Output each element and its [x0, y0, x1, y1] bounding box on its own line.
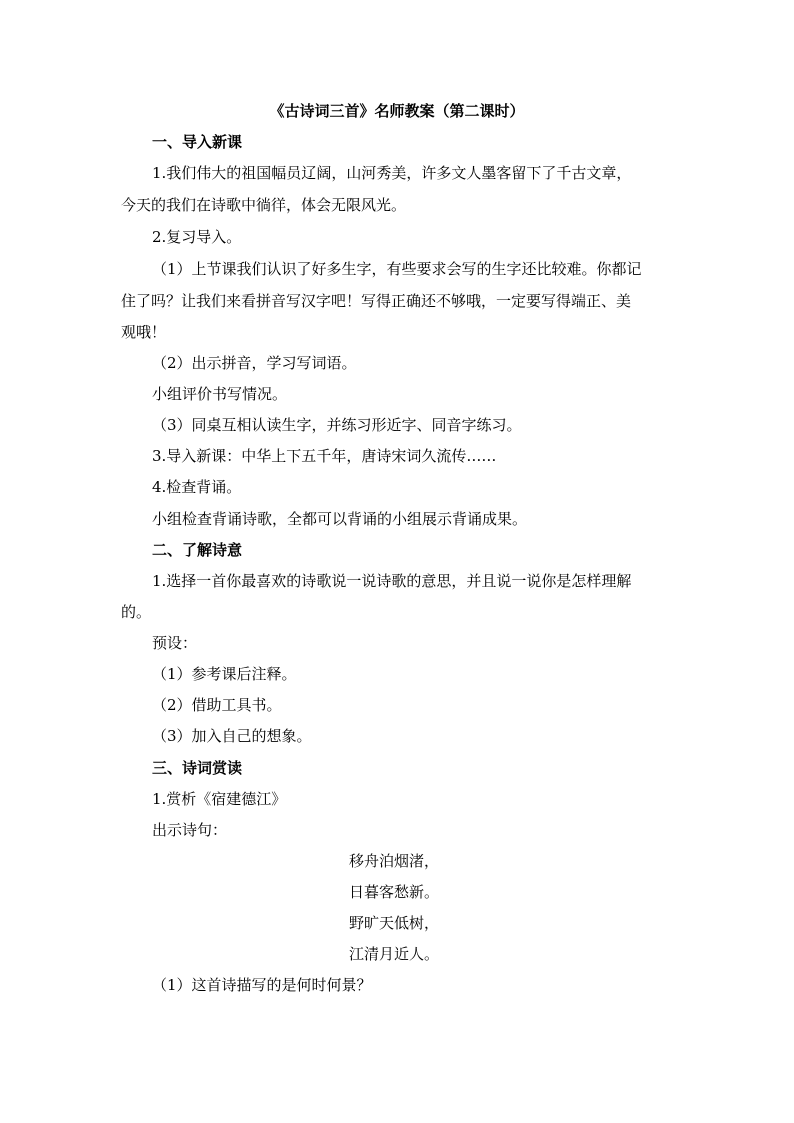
paragraph-continuation: 观哦！ [121, 323, 167, 341]
paragraph: 预设： [152, 634, 198, 652]
paragraph: 出示诗句： [152, 821, 228, 839]
paragraph: （3）加入自己的想象。 [152, 727, 312, 745]
paragraph-continuation: 的。 [121, 603, 152, 621]
question: （1）这首诗描写的是何时何景？ [152, 976, 372, 994]
paragraph: 4.检查背诵。 [152, 478, 242, 496]
paragraph: 小组评价书写情况。 [152, 385, 288, 403]
paragraph-continuation: 今天的我们在诗歌中徜徉，体会无限风光。 [121, 196, 407, 214]
paragraph: （2）借助工具书。 [152, 696, 282, 714]
paragraph: 1.我们伟大的祖国幅员辽阔，山河秀美，许多文人墨客留下了千古文章， [152, 164, 632, 182]
paragraph: 1.赏析《宿建德江》 [152, 790, 287, 808]
poem-line: 江清月近人。 [349, 945, 440, 963]
paragraph: （1）参考课后注释。 [152, 665, 297, 683]
poem-line: 野旷天低树， [349, 914, 440, 932]
poem-line: 移舟泊烟渚， [349, 852, 440, 870]
page-title: 《古诗词三首》名师教案（第二课时） [269, 102, 525, 120]
paragraph: 小组检查背诵诗歌，全都可以背诵的小组展示背诵成果。 [152, 510, 528, 528]
section-heading-intro: 一、导入新课 [152, 133, 243, 151]
paragraph-continuation: 住了吗？让我们来看拼音写汉字吧！写得正确还不够哦，一定要写得端正、美 [121, 292, 632, 310]
section-heading-appreciation: 三、诗词赏读 [152, 759, 243, 777]
section-heading-meaning: 二、了解诗意 [152, 541, 243, 559]
paragraph: 1.选择一首你最喜欢的诗歌说一说诗歌的意思，并且说一说你是怎样理解 [152, 572, 632, 590]
paragraph: 2.复习导入。 [152, 228, 242, 246]
paragraph: 3.导入新课：中华上下五千年，唐诗宋词久流传…… [152, 447, 497, 465]
paragraph: （1）上节课我们认识了好多生字，有些要求会写的生字还比较难。你都记 [152, 260, 642, 278]
paragraph: （3）同桌互相认读生字，并练习形近字、同音字练习。 [152, 416, 522, 434]
paragraph: （2）出示拼音，学习写词语。 [152, 354, 357, 372]
poem-line: 日暮客愁新。 [349, 883, 440, 901]
